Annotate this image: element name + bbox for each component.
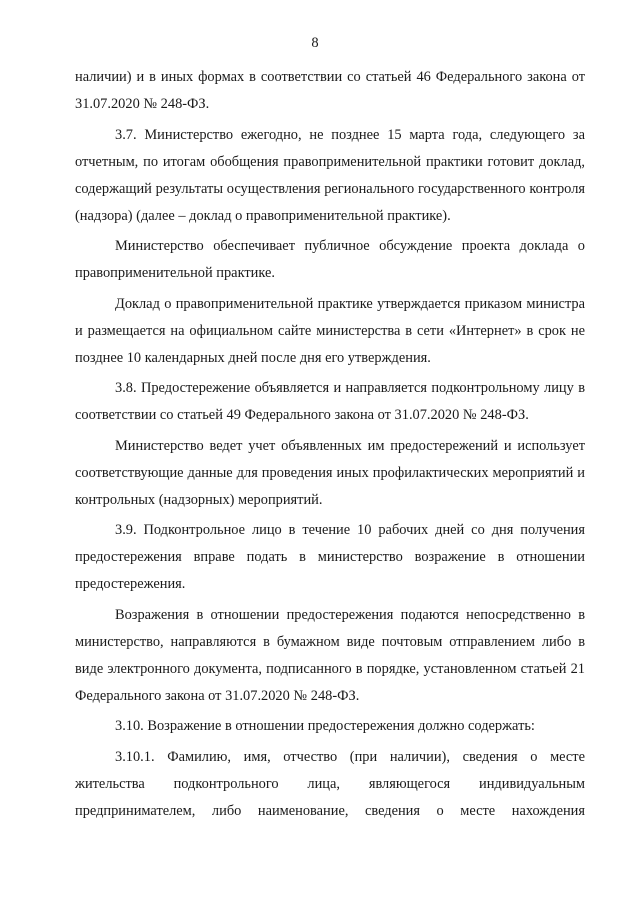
page-number: 8: [311, 35, 319, 51]
paragraph-objections-submission: Возражения в отношении предостережения подаются непосредственно в министерство, направляются в бумажном виде почтовым отправлением либо в виде электронного документа, подписанного в порядке, установленном статьей 21 Федерального закона от 31.07.2020 № 248-ФЗ.: [75, 606, 585, 704]
paragraph-warnings-register: Министерство ведет учет объявленных им предостережений и использует соответствующие данные для проведения иных профилактических мероприятий и контрольных (надзорных) мероприятий.: [75, 437, 585, 508]
paragraph-3-10-1: 3.10.1. Фамилию, имя, отчество (при наличии), сведения о месте жительства подконтрольного лица, являющегося индивидуальным предпринимателем, либо наименование, сведения о месте нахождения: [75, 748, 585, 819]
paragraph-report-approval: Доклад о правоприменительной практике утверждается приказом министра и размещается на официальном сайте министерства в сети «Интернет» в срок не позднее 10 календарных дней после дня его утверждения.: [75, 295, 585, 366]
paragraph-3-9: 3.9. Подконтрольное лицо в течение 10 рабочих дней со дня получения предостережения вправе подать в министерство возражение в отношении предостережения.: [75, 522, 585, 592]
document-body: [75, 64, 585, 828]
paragraph-3-7: 3.7. Министерство ежегодно, не позднее 15 марта года, следующего за отчетным, по итогам обобщения правоприменительной практики готовит доклад, содержащий результаты осуществления регионального государственного контроля (надзора) (далее – доклад о правоприменительной практике).: [75, 126, 585, 224]
paragraph-3-10: 3.10. Возражение в отношении предостережения должно содержать:: [115, 718, 535, 734]
paragraph-continuation: наличии) и в иных формах в соответствии со статьей 46 Федерального закона от 31.07.2020 № 248-ФЗ.: [75, 69, 585, 112]
paragraph-3-8: 3.8. Предостережение объявляется и направляется подконтрольному лицу в соответствии со статьей 49 Федерального закона от 31.07.2020 № 248-ФЗ.: [75, 380, 585, 423]
paragraph-public-discussion: Министерство обеспечивает публичное обсуждение проекта доклада о правоприменительной практике.: [75, 238, 585, 281]
